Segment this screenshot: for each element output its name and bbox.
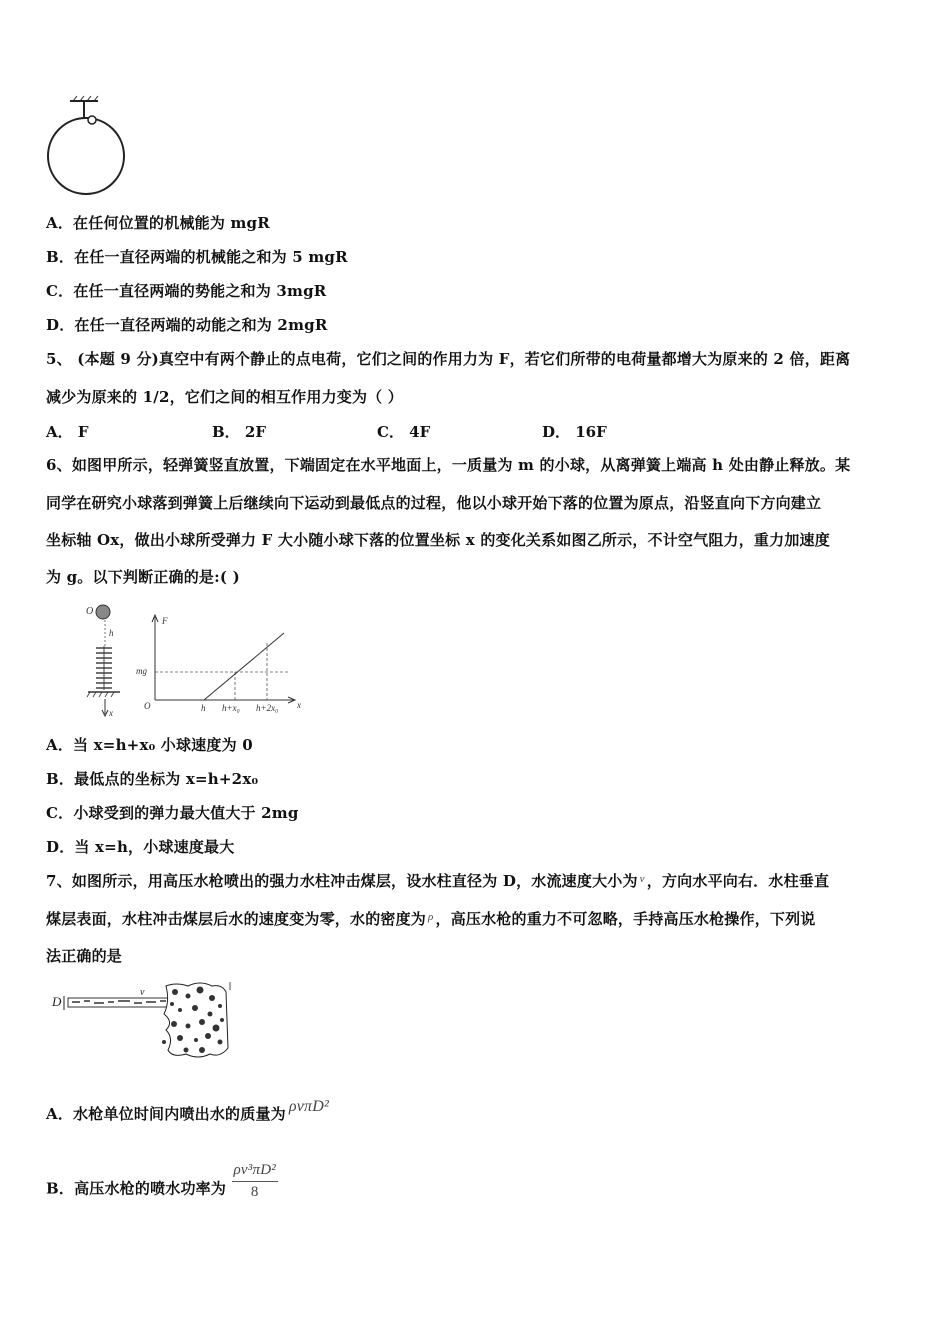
jet-label-d: D: [52, 994, 62, 1009]
q7-stem-line2-a: 煤层表面，水柱冲击煤层后水的速度变为零，水的密度为: [46, 910, 427, 928]
q6-stem-line3: 坐标轴 Ox，做出小球所受弹力 F 大小随小球下落的位置坐标 x 的变化关系如图乙所示，不计空气阻力，重力加速度: [46, 531, 830, 549]
q5-option-a: A． F: [46, 423, 89, 441]
tick-h-2x0: h+2x₀: [256, 703, 279, 713]
coal-seam: [162, 983, 228, 1057]
q7-option-b-denominator: 8: [250, 1184, 259, 1200]
q6-option-d: D．当 x=h，小球速度最大: [46, 838, 235, 856]
x-axis-label: x: [297, 700, 301, 710]
q5-option-c: C． 4F: [377, 423, 431, 441]
ring-circle: [48, 118, 124, 194]
q6-option-a: A．当 x=h+x₀ 小球速度为 0: [46, 736, 253, 754]
q7-v-symbol: v: [639, 873, 645, 885]
f-axis-label: F: [162, 616, 168, 626]
q5-stem-line2: 减少为原来的 1/2，它们之间的相互作用力变为（ ）: [46, 388, 403, 406]
q7-option-b-text: B．高压水枪的喷水功率为: [46, 1179, 227, 1198]
q7-option-a: [46, 1098, 329, 1124]
q7-stem-line1: [46, 870, 829, 891]
q7-rho-symbol: ρ: [428, 911, 434, 923]
f-line: [204, 633, 284, 700]
mg-label: mg: [136, 666, 147, 676]
jet-label-v: v: [140, 987, 145, 998]
q6-stem-line2: 同学在研究小球落到弹簧上后继续向下运动到最低点的过程，他以小球开始下落的位置为原点，沿竖直向下方向建立: [46, 494, 822, 512]
water-jet-figure: [50, 978, 240, 1062]
tick-h-x0: h+x₀: [222, 703, 240, 713]
ring-figure: [40, 92, 140, 197]
q5-options: [46, 421, 906, 441]
q4-option-b: B．在任一直径两端的机械能之和为 5 mgR: [46, 248, 348, 266]
q7-stem-line1-b: ，方向水平向右．水柱垂直: [646, 872, 830, 890]
fig-label-h: h: [109, 628, 114, 638]
q7-stem-line2: [46, 908, 816, 929]
q7-stem-line1-a: 7、如图所示，用高压水枪喷出的强力水柱冲击煤层，设水柱直径为 D，水流速度大小为: [46, 872, 638, 890]
q7-stem-line3: 法正确的是: [46, 947, 123, 965]
fig-label-o: O: [86, 606, 94, 617]
q4-option-d: D．在任一直径两端的动能之和为 2mgR: [46, 316, 328, 334]
q4-option-c: C．在任一直径两端的势能之和为 3mgR: [46, 282, 327, 300]
q6-stem-line4: 为 g。以下判断正确的是:( ): [46, 568, 240, 586]
q7-option-a-math: ρvπD²: [288, 1098, 329, 1115]
q6-option-c: C．小球受到的弹力最大值大于 2mg: [46, 804, 299, 822]
tick-h: h: [201, 703, 206, 713]
spring-graph-figure: [78, 600, 318, 722]
q7-stem-line2-b: ，高压水枪的重力不可忽略，手持高压水枪操作，下列说: [435, 910, 816, 928]
origin-label: O: [144, 701, 151, 711]
q6-stem-line1: 6、如图甲所示，轻弹簧竖直放置，下端固定在水平地面上，一质量为 m 的小球，从离弹簧上端高 h 处由静止释放。某: [46, 456, 851, 474]
q7-option-b-numerator: ρv³πD²: [232, 1162, 278, 1182]
fig-label-x: x: [109, 708, 113, 718]
q4-option-a: A．在任何位置的机械能为 mgR: [46, 214, 270, 232]
bead: [88, 116, 96, 124]
q5-option-d: D． 16F: [542, 423, 607, 441]
ball: [96, 605, 110, 619]
q6-option-b: B．最低点的坐标为 x=h+2x₀: [46, 770, 259, 788]
q7-option-b: [46, 1162, 278, 1209]
q5-option-b: B． 2F: [212, 423, 266, 441]
q7-option-b-fraction: [232, 1162, 278, 1201]
q7-option-a-text: A．水枪单位时间内喷出水的质量为: [46, 1105, 286, 1123]
q5-stem-line1: 5、 (本题 9 分)真空中有两个静止的点电荷，它们之间的作用力为 F，若它们所带的电荷量都增大为原来的 2 倍，距离: [46, 350, 851, 368]
